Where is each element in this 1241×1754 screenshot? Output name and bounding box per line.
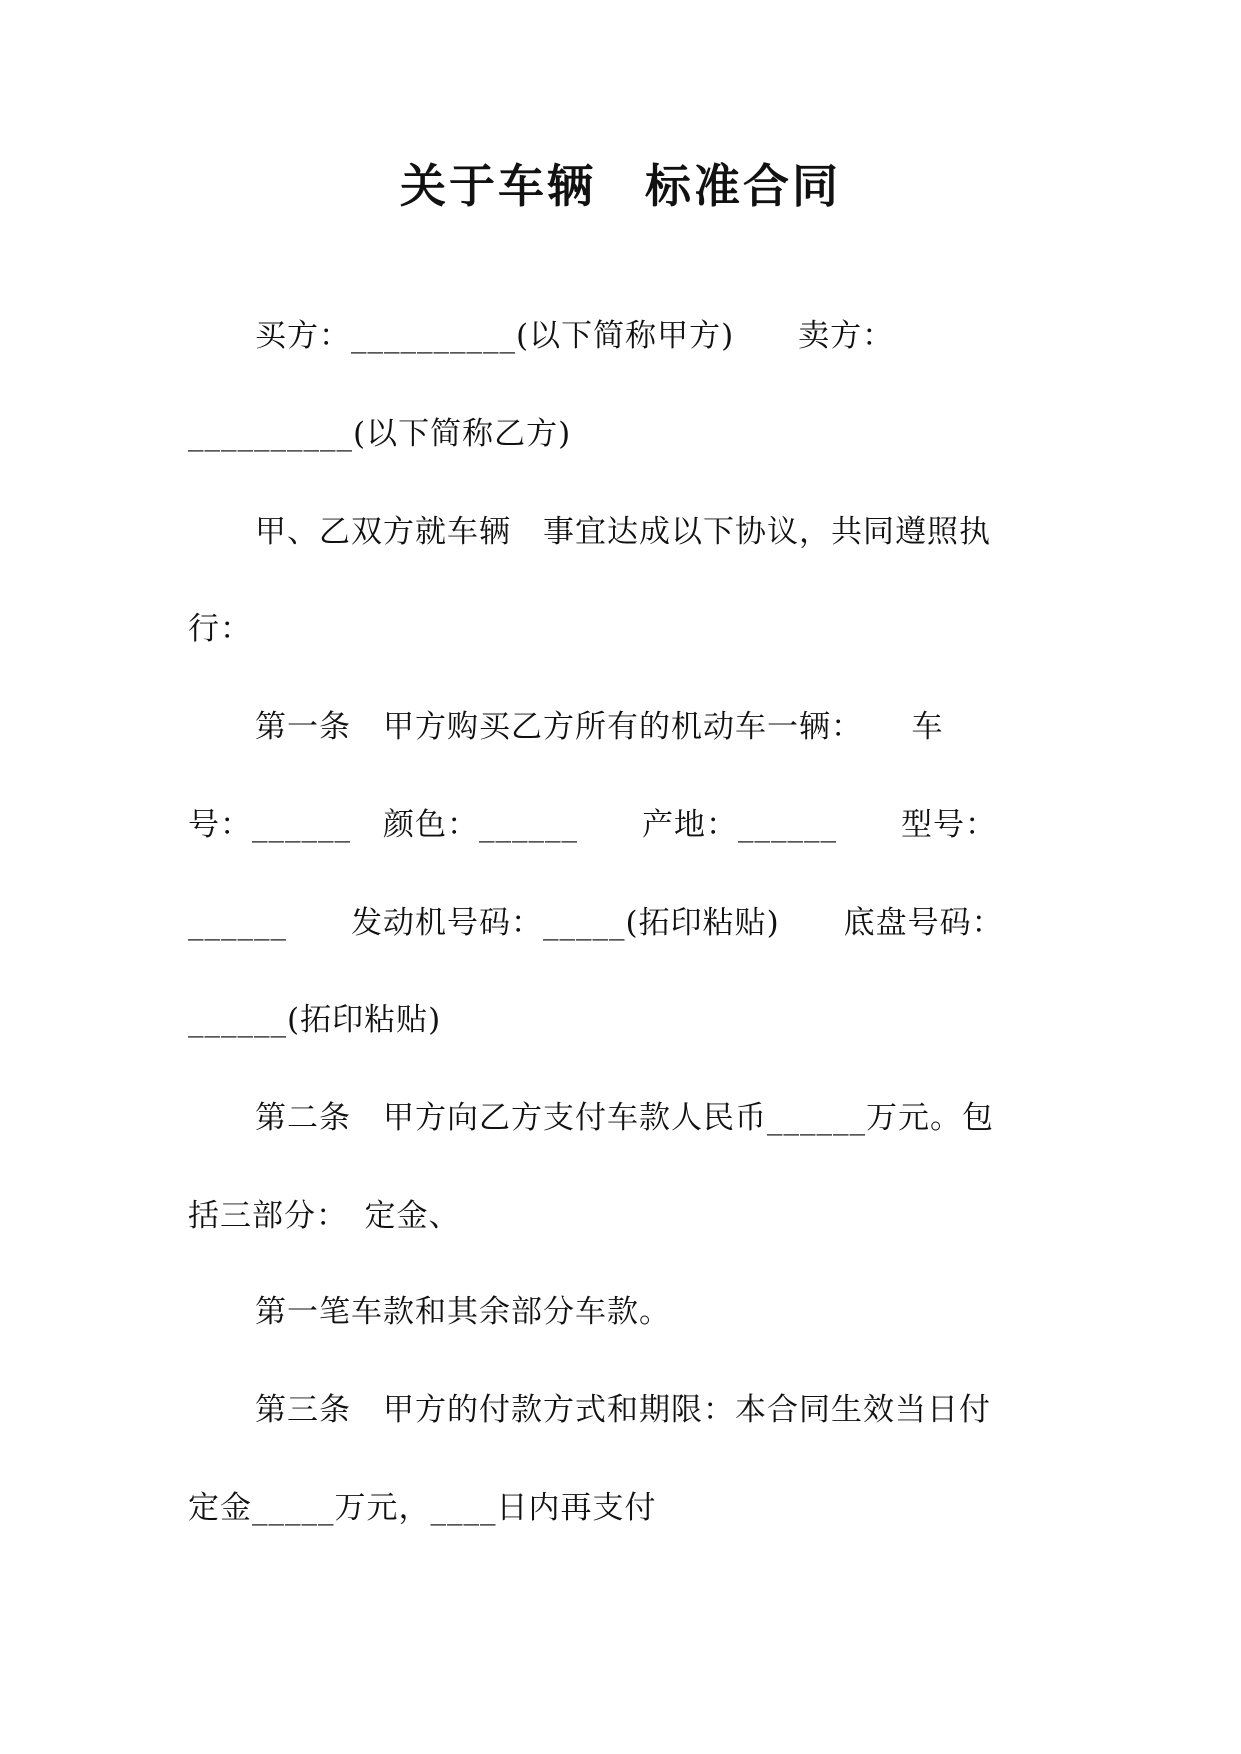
article-3-deposit: 定金_____万元，____日内再支付 [188, 1490, 657, 1526]
article-1-line: 第一条 甲方购买乙方所有的机动车一辆： 车 [255, 709, 944, 745]
document-title: 关于车辆 标准合同 [400, 159, 841, 213]
article-1-engine-number: ______ 发动机号码：_____(拓印粘贴) 底盘号码： [188, 905, 1004, 941]
article-3-line: 第三条 甲方的付款方式和期限：本合同生效当日付 [255, 1392, 991, 1428]
buyer-line: 买方：__________(以下简称甲方) 卖方： [255, 318, 895, 354]
article-2-parts: 括三部分： 定金、 [188, 1198, 461, 1234]
article-1-vehicle-details: 号：______ 颜色：______ 产地：______ 型号： [188, 807, 997, 843]
agreement-intro-continued: 行： [188, 611, 252, 647]
agreement-intro-line: 甲、乙双方就车辆 事宜达成以下协议，共同遵照执 [255, 514, 991, 550]
seller-line: __________(以下简称乙方) [188, 416, 572, 452]
article-2-line: 第二条 甲方向乙方支付车款人民币______万元。包 [255, 1100, 994, 1136]
article-2-payments: 第一笔车款和其余部分车款。 [255, 1294, 671, 1330]
article-1-chassis-number: ______(拓印粘贴) [188, 1002, 442, 1038]
